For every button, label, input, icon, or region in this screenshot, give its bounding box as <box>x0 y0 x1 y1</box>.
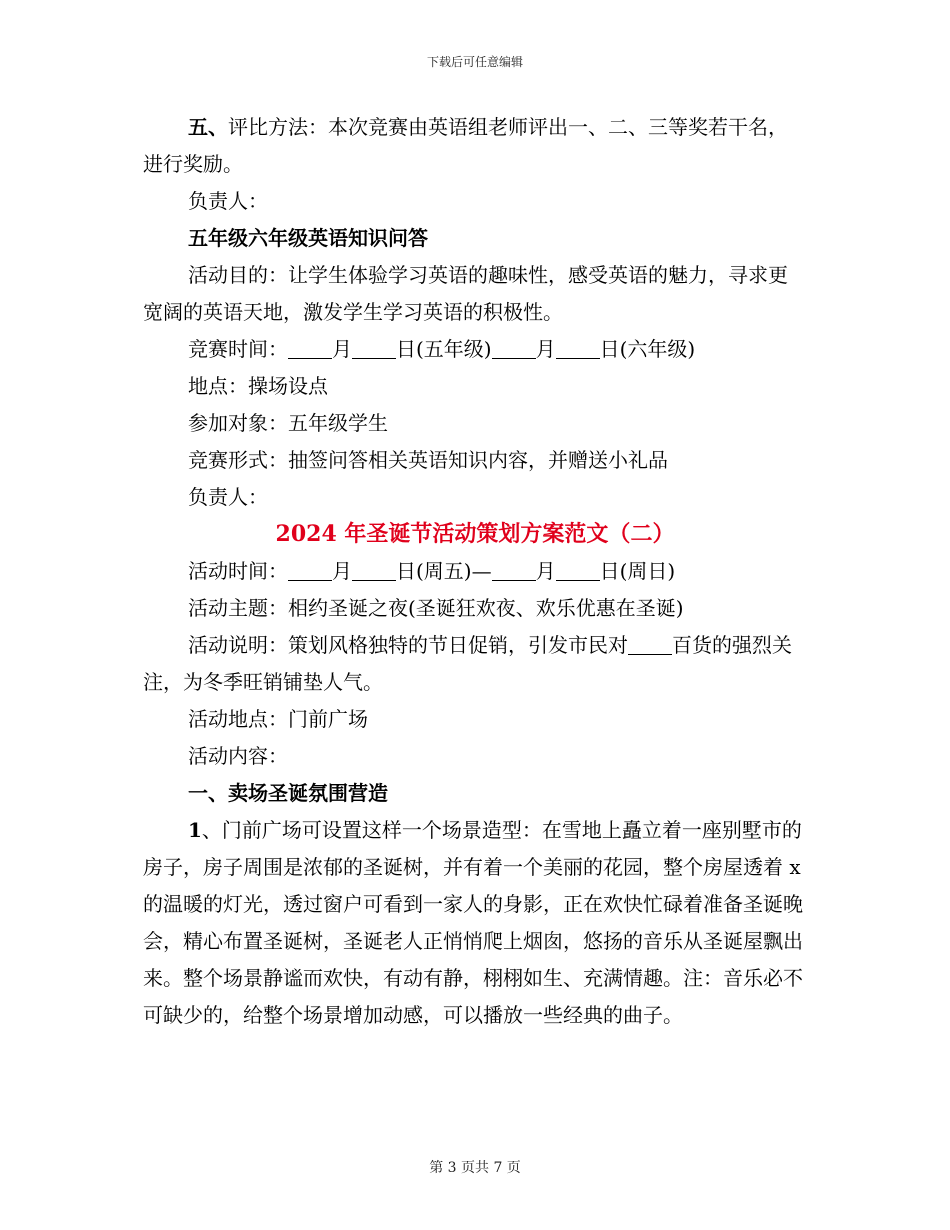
subheading-quiz: 五年级六年级英语知识问答 <box>188 226 428 250</box>
paragraph-contest-time: 竞赛时间： 月 日(五年级) 月 日(六年级) <box>188 337 696 361</box>
blank-line <box>628 632 672 655</box>
paragraph-venue: 活动地点：门前广场 <box>188 707 368 731</box>
blank-line <box>288 336 332 359</box>
paragraph-purpose: 活动目的：让学生体验学习英语的趣味性，感受英语的魅力，寻求更宽阔的英语天地，激发学生学习英语的积极性。 <box>143 263 788 324</box>
paragraph-evaluation: 五、评比方法：本次竞赛由英语组老师评出一、二、三等奖若干名，进行奖励。 <box>143 115 788 176</box>
subheading-atmosphere: 一、卖场圣诞氛围营造 <box>188 781 388 805</box>
paragraph-theme: 活动主题：相约圣诞之夜(圣诞狂欢夜、欢乐优惠在圣诞) <box>188 596 684 620</box>
document-title: 2024 年圣诞节活动策划方案范文（二） <box>275 521 675 547</box>
blank-line <box>492 336 536 359</box>
paragraph-location: 地点：操场设点 <box>188 374 328 398</box>
paragraph-content-label: 活动内容： <box>188 744 288 768</box>
paragraph-activity-time: 活动时间： 月 日(周五)— 月 日(周日) <box>188 559 676 583</box>
paragraph-description: 活动说明：策划风格独特的节日促销，引发市民对 百货的强烈关注，为冬季旺销铺垫人气。 <box>143 633 792 694</box>
blank-line <box>556 558 600 581</box>
section-number: 五、 <box>188 115 228 139</box>
page-header: 下载后可任意编辑 <box>426 55 523 69</box>
document-body <box>143 109 807 1034</box>
paragraph-responsible-1: 负责人： <box>188 189 268 213</box>
blank-line <box>352 336 396 359</box>
blank-line <box>492 558 536 581</box>
page-footer: 第 3 页共 7 页 <box>429 1160 521 1176</box>
paragraph-responsible-2: 负责人： <box>188 485 268 509</box>
blank-line <box>556 336 600 359</box>
paragraph-participants: 参加对象：五年级学生 <box>188 411 388 435</box>
blank-line <box>352 558 396 581</box>
paragraph-format: 竞赛形式：抽签问答相关英语知识内容，并赠送小礼品 <box>188 448 668 472</box>
blank-line <box>288 558 332 581</box>
paragraph-scene: 1、门前广场可设置这样一个场景造型：在雪地上矗立着一座别墅市的房子，房子周围是浓郁的圣诞树，并有着一个美丽的花园，整个房屋透着 x 的温暖的灯光，透过窗户可看到一家人的身影，正在欢快忙碌着准备圣诞晚会，精心布置圣诞树，圣诞老人正悄悄爬上烟囱，悠扬的音乐从圣诞屋飘出来。整个场景静谧而欢快，有动有静，栩栩如生、充满情趣。注：音乐必不可缺少的，给整个场景增加动感，可以播放一些经典的曲子。 <box>143 818 803 1027</box>
